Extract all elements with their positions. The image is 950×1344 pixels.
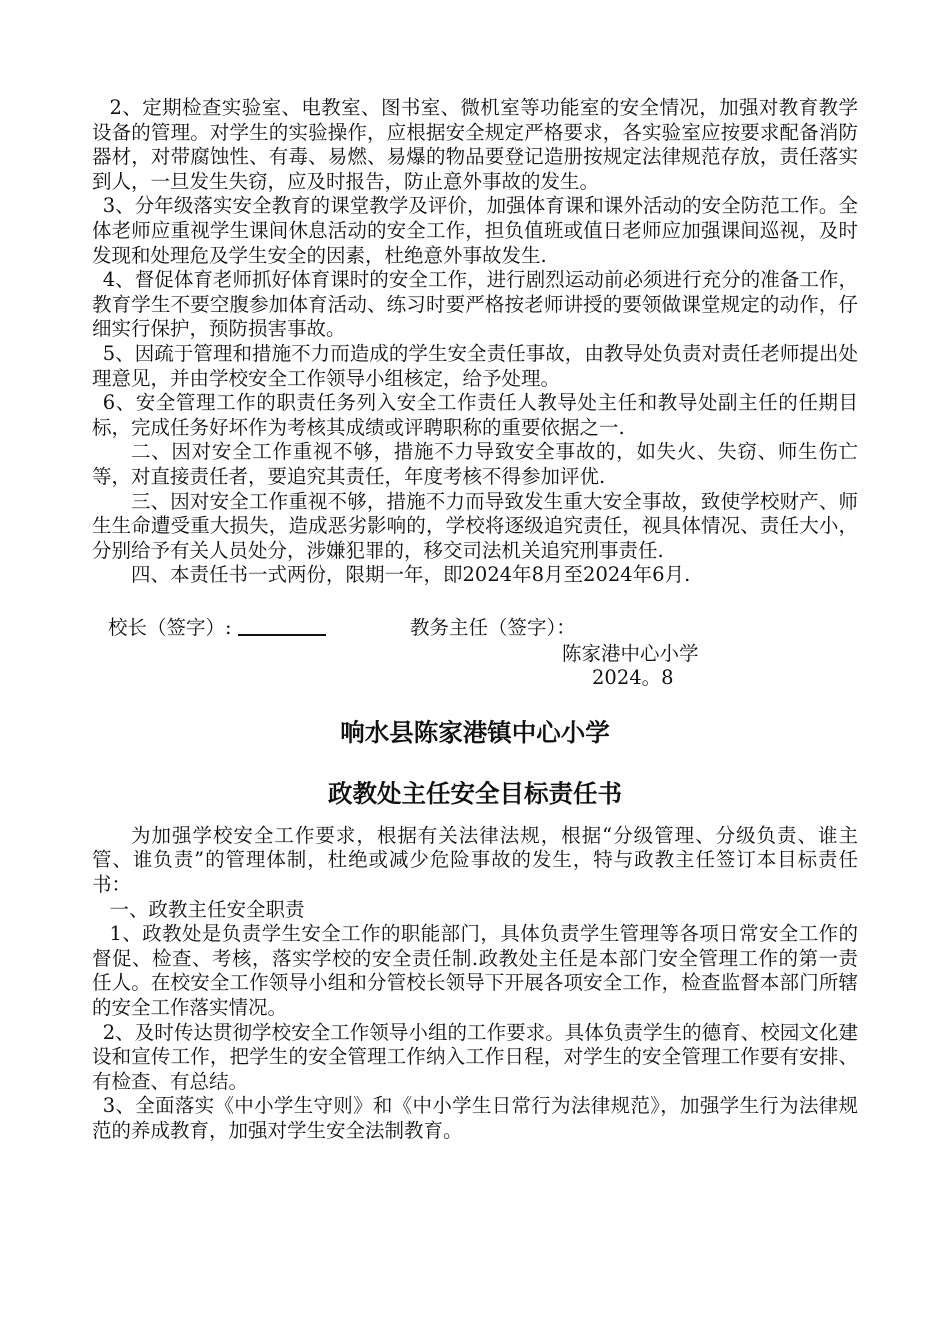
school-title: 响水县陈家港镇中心小学 (340, 717, 610, 747)
school-name: 陈家港中心小学 (562, 641, 699, 665)
principal-signature-label: 校长（签字）: (108, 615, 232, 639)
paragraph-item-4: 4、督促体育老师抓好体育课时的安全工作，进行剧烈运动前必须进行充分的准备工作，教育学生不要空腹参加体育活动、练习时要严格按老师讲授的要领做课堂规定的动作，仔细实行保护，预防损害事故。 (92, 268, 858, 341)
principal-signature (108, 612, 326, 640)
intro-paragraph: 为加强学校安全工作要求，根据有关法律法规，根据“分级管理、分级负责、谁主管、谁负责”的管理体制，杜绝或减少危险事故的发生，特与政教主任签订本目标责任书： (92, 823, 858, 897)
section-heading: 一、政教主任安全职责 (109, 897, 305, 921)
director-signature-label: 教务主任（签字）： (410, 615, 576, 639)
paragraph-section-3: 三、因对安全工作重视不够，措施不力而导致发生重大安全事故，致使学校财产、师生生命遭受重大损失，造成恶劣影响的，学校将逐级追究责任，视具体情况、责任大小，分别给予有关人员处分，涉嫌犯罪的，移交司法机关追究刑事责任. (92, 489, 858, 562)
duty-item-3: 3、全面落实《中小学生守则》和《中小学生日常行为法律规范》，加强学生行为法律规范的养成教育，加强对学生安全法制教育。 (92, 1094, 858, 1142)
duty-item-1: 1、政教处是负责学生安全工作的职能部门，具体负责学生管理等各项日常安全工作的督促、检查、考核，落实学校的安全责任制.政教处主任是本部门安全管理工作的第一责任人。在校安全工作领导小组和分管校长领导下开展各项安全工作，检查监督本部门所辖的安全工作落实情况。 (92, 922, 858, 1020)
document-date: 2024。8 (592, 665, 674, 689)
signature-row (92, 612, 858, 642)
document-title: 政教处主任安全目标责任书 (328, 778, 622, 808)
paragraph-item-6: 6、安全管理工作的职责任务列入安全工作责任人教导处主任和教导处副主任的任期目标，完成任务好坏作为考核其成绩或评聘职称的重要依据之一. (92, 391, 858, 439)
paragraph-item-5: 5、因疏于管理和措施不力而造成的学生安全责任事故，由教导处负责对责任老师提出处理意见，并由学校安全工作领导小组核定，给予处理。 (92, 341, 858, 390)
paragraph-section-2: 二、因对安全工作重视不够，措施不力导致安全事故的，如失火、失窃、师生伤亡等，对直接责任者，要追究其责任，年度考核不得参加评优. (92, 440, 858, 488)
paragraph-item-2: 2、定期检查实验室、电教室、图书室、微机室等功能室的安全情况，加强对教育教学设备的管理。对学生的实验操作，应根据安全规定严格要求，各实验室应按要求配备消防器材，对带腐蚀性、有毒、易燃、易爆的物品要登记造册按规定法律规范存放，责任落实到人，一旦发生失窃，应及时报告，防止意外事故的发生。 (92, 96, 858, 193)
signature-blank-line (238, 614, 326, 636)
duty-item-2: 2、及时传达贯彻学校安全工作领导小组的工作要求。具体负责学生的德育、校园文化建设和宣传工作，把学生的安全管理工作纳入工作日程，对学生的安全管理工作要有安排、有检查、有总结。 (92, 1020, 858, 1093)
paragraph-item-3: 3、分年级落实安全教育的课堂教学及评价，加强体育课和课外活动的安全防范工作。全体老师应重视学生课间休息活动的安全工作，担负值班或值日老师应加强课间巡视，及时发现和处理危及学生安全的因素，杜绝意外事故发生. (92, 194, 858, 267)
paragraph-section-4: 四、本责任书一式两份，限期一年，即2024年8月至2024年6月. (131, 563, 691, 587)
